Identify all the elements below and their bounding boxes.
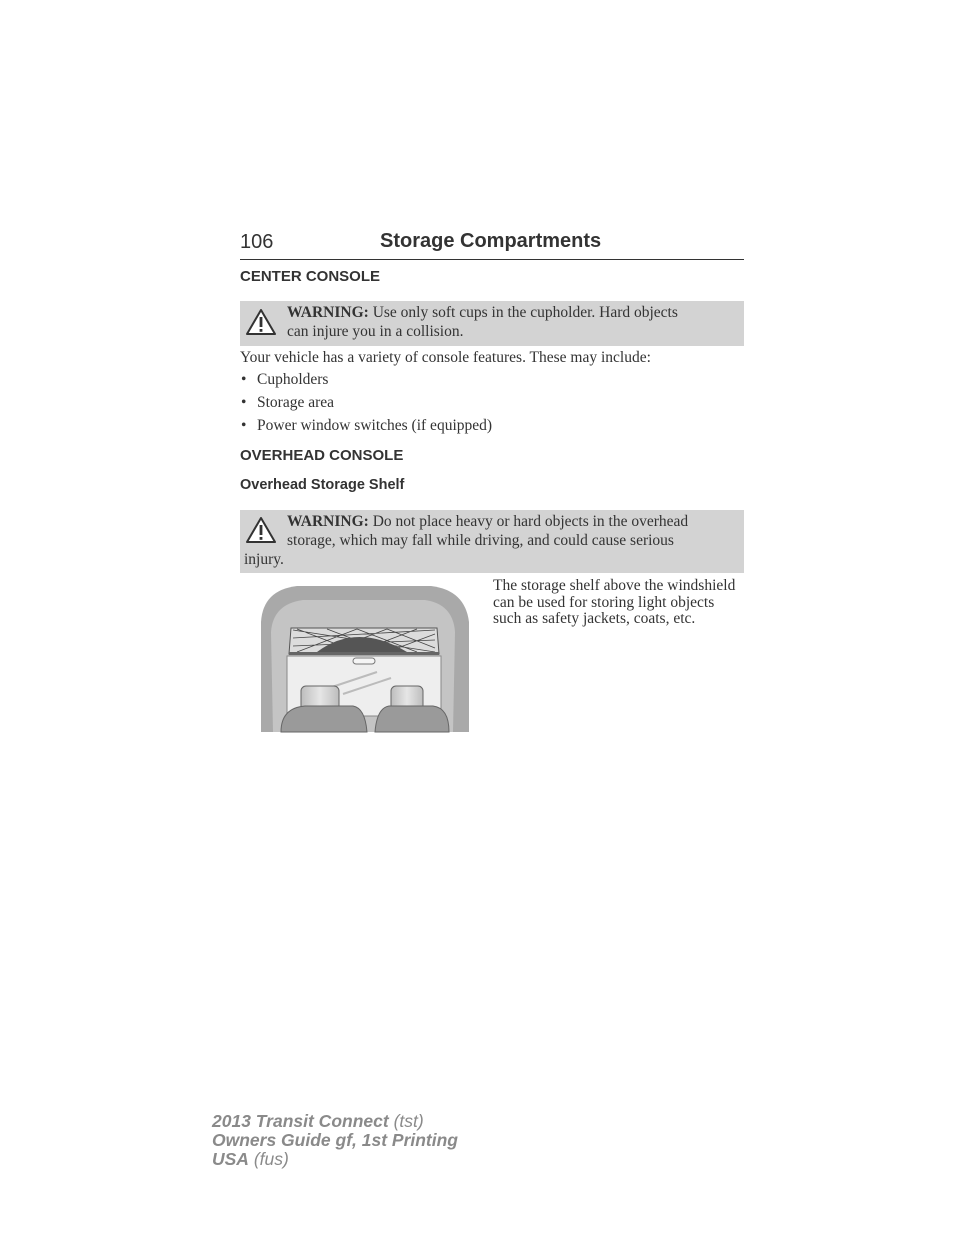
center-console-heading: CENTER CONSOLE xyxy=(240,268,381,285)
list-item xyxy=(240,371,492,394)
overhead-console-warning xyxy=(240,510,744,573)
bullet: • xyxy=(241,417,247,434)
warning-text-line: Use only soft cups in the cupholder. Hard objects xyxy=(372,304,678,321)
page-number: 106 xyxy=(240,231,274,253)
footer-model-code: (tst) xyxy=(393,1111,424,1131)
center-console-warning xyxy=(240,301,744,346)
warning-text xyxy=(287,512,688,550)
page-header xyxy=(240,229,744,260)
warning-text-line: storage, which may fall while driving, and could cause serious xyxy=(287,532,674,549)
page-footer xyxy=(212,1112,458,1169)
list-item-text: Cupholders xyxy=(257,371,329,388)
warning-label: WARNING: xyxy=(287,304,369,321)
figure-caption: The storage shelf above the windshield can be used for storing light objects such as safety jackets, coats, etc. xyxy=(493,577,736,627)
overhead-console-heading: OVERHEAD CONSOLE xyxy=(240,447,404,464)
list-item-text: Storage area xyxy=(257,394,335,411)
footer-market: USA xyxy=(212,1149,249,1169)
footer-model: 2013 Transit Connect xyxy=(212,1111,389,1131)
list-item xyxy=(240,417,492,440)
chapter-title: Storage Compartments xyxy=(380,230,602,252)
console-intro: Your vehicle has a variety of console features. These may include: xyxy=(240,349,651,366)
overhead-storage-subheading: Overhead Storage Shelf xyxy=(240,477,405,493)
bullet: • xyxy=(241,371,247,388)
warning-label: WARNING: xyxy=(287,513,369,530)
warning-text-line: Do not place heavy or hard objects in the overhead xyxy=(372,513,689,530)
warning-text-line: injury. xyxy=(244,551,284,568)
overhead-storage-illustration xyxy=(257,582,471,734)
warning-triangle-icon xyxy=(245,516,277,549)
console-feature-list xyxy=(240,371,492,440)
warning-text xyxy=(287,303,678,341)
footer-market-code: (fus) xyxy=(253,1149,289,1169)
list-item xyxy=(240,394,492,417)
warning-triangle-icon xyxy=(245,308,277,341)
footer-guide: Owners Guide gf, 1st Printing xyxy=(212,1130,458,1150)
warning-text-line: can injure you in a collision. xyxy=(287,323,464,340)
bullet: • xyxy=(241,394,247,411)
list-item-text: Power window switches (if equipped) xyxy=(257,417,493,434)
